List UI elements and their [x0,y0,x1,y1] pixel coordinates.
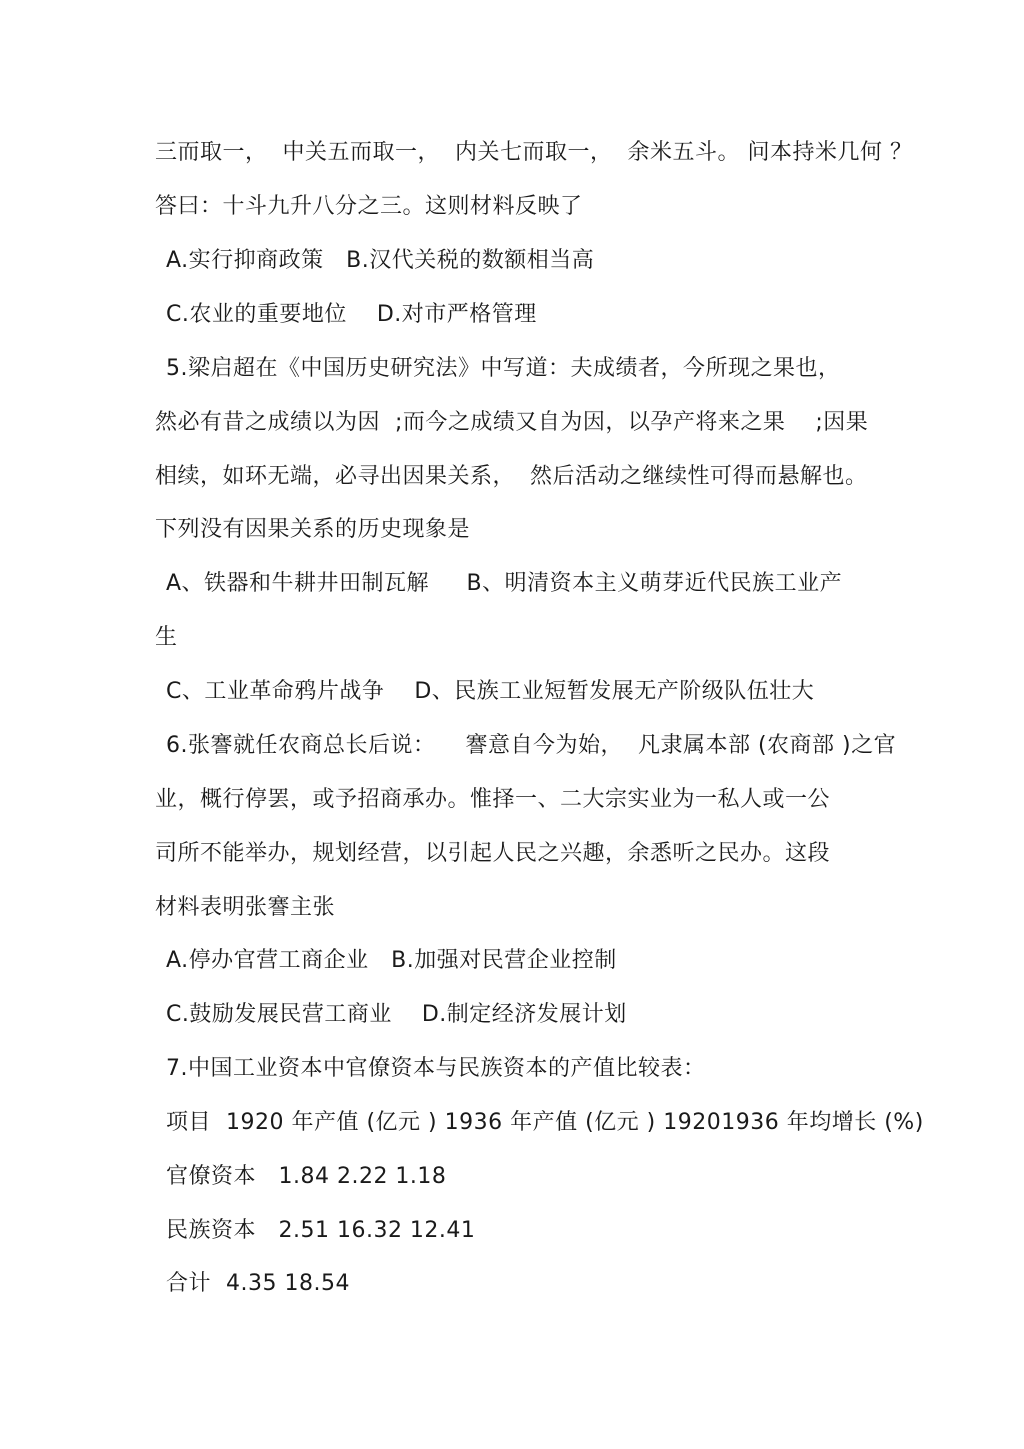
question-5: 5.梁启超在《中国历史研究法》中写道：夫成绩者，今所现之果也， [166,356,841,381]
text-line: 下列没有因果关系的历史现象是 [155,517,471,542]
text-line: 业，概行停罢，或予招商承办。惟择一、二大宗实业为一私人或一公 [155,787,831,812]
text-line: 然必有昔之成绩以为因 ;而今之成绩又自为因，以孕产将来之果 ;因果 [155,410,869,435]
text-line: 相续，如环无端，必寻出因果关系， 然后活动之继续性可得而悬解也。 [155,464,868,489]
question-7: 7.中国工业资本中官僚资本与民族资本的产值比较表： [166,1056,706,1081]
text-line: 答曰：十斗九升八分之三。这则材料反映了 [155,194,583,219]
text-line: 三而取一， 中关五而取一， 内关七而取一， 余米五斗。 问本持米几何 ？ [155,140,913,165]
table-row: 合计 4.35 18.54 [166,1271,350,1296]
option-line: A.停办官营工商企业 B.加强对民营企业控制 [166,948,617,973]
text-line: 生 [155,625,178,650]
table-row: 民族资本 2.51 16.32 12.41 [166,1218,476,1243]
table-header-row: 项目 1920 年产值 (亿元 ) 1936 年产值 (亿元 ) 19201936 年均增长 (%) [166,1110,924,1135]
table-row: 官僚资本 1.84 2.22 1.18 [166,1164,447,1189]
option-line: A.实行抑商政策 B.汉代关税的数额相当高 [166,248,595,273]
option-line: C.鼓励发展民营工商业 D.制定经济发展计划 [166,1002,627,1027]
text-line: 材料表明张謇主张 [155,895,336,920]
question-6: 6.张謇就任农商总长后说： 謇意自今为始， 凡隶属本部 (农商部 )之官 [166,733,897,758]
option-line: C.农业的重要地位 D.对市严格管理 [166,302,537,327]
option-line: C、工业革命鸦片战争 D、民族工业短暂发展无产阶级队伍壮大 [166,679,815,704]
text-line: 司所不能举办，规划经营，以引起人民之兴趣，余悉听之民办。这段 [155,841,831,866]
option-line: A、铁器和牛耕井田制瓦解 B、明清资本主义萌芽近代民族工业产 [166,571,843,596]
